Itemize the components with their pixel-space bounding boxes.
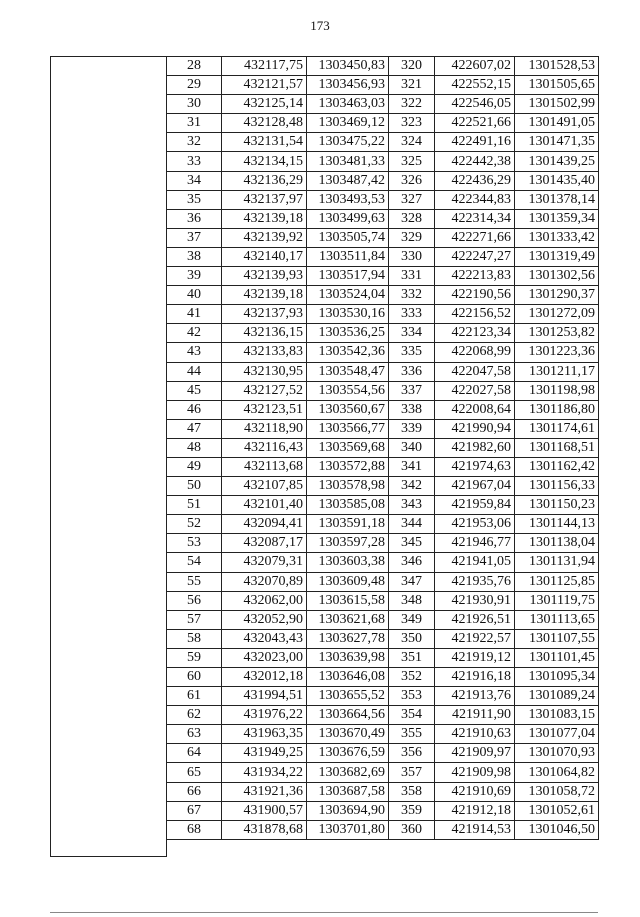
table-row xyxy=(167,763,599,782)
x-coordinate-right: 421912,18 xyxy=(435,801,515,820)
point-number-right: 353 xyxy=(389,687,435,706)
y-coordinate-right: 1301435,40 xyxy=(515,171,599,190)
y-coordinate-left: 1303664,56 xyxy=(307,706,389,725)
coordinates-table xyxy=(166,56,599,840)
y-coordinate-right: 1301186,80 xyxy=(515,400,599,419)
y-coordinate-right: 1301113,65 xyxy=(515,610,599,629)
x-coordinate-right: 421919,12 xyxy=(435,648,515,667)
y-coordinate-right: 1301095,34 xyxy=(515,668,599,687)
table-row xyxy=(167,687,599,706)
y-coordinate-right: 1301070,93 xyxy=(515,744,599,763)
x-coordinate-left: 432107,85 xyxy=(222,477,307,496)
x-coordinate-left: 432137,93 xyxy=(222,305,307,324)
x-coordinate-right: 421926,51 xyxy=(435,610,515,629)
point-number-right: 336 xyxy=(389,362,435,381)
y-coordinate-left: 1303569,68 xyxy=(307,438,389,457)
y-coordinate-right: 1301290,37 xyxy=(515,286,599,305)
point-number-right: 339 xyxy=(389,419,435,438)
coordinates-table-body xyxy=(167,57,599,840)
y-coordinate-left: 1303585,08 xyxy=(307,496,389,515)
y-coordinate-left: 1303572,88 xyxy=(307,457,389,476)
x-coordinate-left: 432023,00 xyxy=(222,648,307,667)
x-coordinate-right: 422027,58 xyxy=(435,381,515,400)
x-coordinate-left: 432070,89 xyxy=(222,572,307,591)
y-coordinate-left: 1303560,67 xyxy=(307,400,389,419)
table-row xyxy=(167,438,599,457)
table-row xyxy=(167,457,599,476)
x-coordinate-left: 432133,83 xyxy=(222,343,307,362)
page-number: 173 xyxy=(310,18,330,33)
x-coordinate-right: 421974,63 xyxy=(435,457,515,476)
y-coordinate-right: 1301302,56 xyxy=(515,267,599,286)
x-coordinate-right: 422047,58 xyxy=(435,362,515,381)
x-coordinate-left: 432139,93 xyxy=(222,267,307,286)
x-coordinate-left: 432113,68 xyxy=(222,457,307,476)
x-coordinate-right: 422344,83 xyxy=(435,190,515,209)
x-coordinate-right: 421946,77 xyxy=(435,534,515,553)
y-coordinate-left: 1303517,94 xyxy=(307,267,389,286)
point-number-right: 338 xyxy=(389,400,435,419)
x-coordinate-right: 422442,38 xyxy=(435,152,515,171)
point-number-right: 349 xyxy=(389,610,435,629)
table-row xyxy=(167,57,599,76)
point-number-right: 351 xyxy=(389,648,435,667)
point-number-right: 359 xyxy=(389,801,435,820)
y-coordinate-right: 1301125,85 xyxy=(515,572,599,591)
point-number-right: 358 xyxy=(389,782,435,801)
point-number-right: 347 xyxy=(389,572,435,591)
table-row xyxy=(167,343,599,362)
table-row xyxy=(167,362,599,381)
y-coordinate-left: 1303542,36 xyxy=(307,343,389,362)
x-coordinate-left: 432116,43 xyxy=(222,438,307,457)
y-coordinate-left: 1303524,04 xyxy=(307,286,389,305)
x-coordinate-right: 421959,84 xyxy=(435,496,515,515)
y-coordinate-right: 1301211,17 xyxy=(515,362,599,381)
point-number-right: 360 xyxy=(389,820,435,839)
y-coordinate-left: 1303481,33 xyxy=(307,152,389,171)
y-coordinate-right: 1301471,35 xyxy=(515,133,599,152)
x-coordinate-left: 432043,43 xyxy=(222,629,307,648)
x-coordinate-left: 432117,75 xyxy=(222,57,307,76)
table-row xyxy=(167,209,599,228)
table-row xyxy=(167,95,599,114)
y-coordinate-right: 1301168,51 xyxy=(515,438,599,457)
point-number-left: 29 xyxy=(167,76,222,95)
point-number-left: 46 xyxy=(167,400,222,419)
x-coordinate-right: 422491,16 xyxy=(435,133,515,152)
point-number-right: 341 xyxy=(389,457,435,476)
point-number-left: 62 xyxy=(167,706,222,725)
x-coordinate-right: 421990,94 xyxy=(435,419,515,438)
point-number-left: 56 xyxy=(167,591,222,610)
y-coordinate-left: 1303627,78 xyxy=(307,629,389,648)
y-coordinate-right: 1301052,61 xyxy=(515,801,599,820)
y-coordinate-left: 1303646,08 xyxy=(307,668,389,687)
table-row xyxy=(167,305,599,324)
y-coordinate-left: 1303597,28 xyxy=(307,534,389,553)
y-coordinate-left: 1303682,69 xyxy=(307,763,389,782)
point-number-right: 325 xyxy=(389,152,435,171)
point-number-right: 335 xyxy=(389,343,435,362)
y-coordinate-right: 1301162,42 xyxy=(515,457,599,476)
point-number-right: 350 xyxy=(389,629,435,648)
point-number-left: 48 xyxy=(167,438,222,457)
table-row xyxy=(167,247,599,266)
y-coordinate-left: 1303450,83 xyxy=(307,57,389,76)
point-number-right: 337 xyxy=(389,381,435,400)
y-coordinate-left: 1303609,48 xyxy=(307,572,389,591)
y-coordinate-right: 1301138,04 xyxy=(515,534,599,553)
point-number-left: 37 xyxy=(167,228,222,247)
table-row xyxy=(167,744,599,763)
x-coordinate-right: 422123,34 xyxy=(435,324,515,343)
x-coordinate-right: 421982,60 xyxy=(435,438,515,457)
y-coordinate-right: 1301223,36 xyxy=(515,343,599,362)
y-coordinate-left: 1303701,80 xyxy=(307,820,389,839)
y-coordinate-right: 1301119,75 xyxy=(515,591,599,610)
point-number-right: 324 xyxy=(389,133,435,152)
x-coordinate-right: 421941,05 xyxy=(435,553,515,572)
point-number-right: 328 xyxy=(389,209,435,228)
y-coordinate-right: 1301359,34 xyxy=(515,209,599,228)
y-coordinate-right: 1301101,45 xyxy=(515,648,599,667)
y-coordinate-left: 1303456,93 xyxy=(307,76,389,95)
point-number-right: 357 xyxy=(389,763,435,782)
point-number-left: 36 xyxy=(167,209,222,228)
y-coordinate-left: 1303475,22 xyxy=(307,133,389,152)
point-number-left: 39 xyxy=(167,267,222,286)
point-number-right: 348 xyxy=(389,591,435,610)
table-row xyxy=(167,648,599,667)
point-number-left: 43 xyxy=(167,343,222,362)
point-number-left: 68 xyxy=(167,820,222,839)
table-row xyxy=(167,591,599,610)
x-coordinate-left: 431921,36 xyxy=(222,782,307,801)
table-row xyxy=(167,152,599,171)
point-number-right: 331 xyxy=(389,267,435,286)
y-coordinate-left: 1303505,74 xyxy=(307,228,389,247)
y-coordinate-left: 1303499,63 xyxy=(307,209,389,228)
y-coordinate-left: 1303687,58 xyxy=(307,782,389,801)
x-coordinate-right: 421967,04 xyxy=(435,477,515,496)
x-coordinate-left: 431949,25 xyxy=(222,744,307,763)
point-number-left: 52 xyxy=(167,515,222,534)
point-number-left: 51 xyxy=(167,496,222,515)
x-coordinate-left: 432134,15 xyxy=(222,152,307,171)
x-coordinate-left: 431994,51 xyxy=(222,687,307,706)
table-row xyxy=(167,171,599,190)
x-coordinate-left: 432125,14 xyxy=(222,95,307,114)
x-coordinate-left: 432052,90 xyxy=(222,610,307,629)
point-number-right: 326 xyxy=(389,171,435,190)
table-row xyxy=(167,629,599,648)
x-coordinate-left: 432127,52 xyxy=(222,381,307,400)
table-row xyxy=(167,419,599,438)
point-number-right: 327 xyxy=(389,190,435,209)
table-row xyxy=(167,496,599,515)
y-coordinate-right: 1301058,72 xyxy=(515,782,599,801)
y-coordinate-left: 1303591,18 xyxy=(307,515,389,534)
y-coordinate-left: 1303487,42 xyxy=(307,171,389,190)
point-number-right: 334 xyxy=(389,324,435,343)
table-row xyxy=(167,553,599,572)
x-coordinate-right: 422190,56 xyxy=(435,286,515,305)
table-row xyxy=(167,782,599,801)
point-number-left: 59 xyxy=(167,648,222,667)
page-bottom-rule xyxy=(50,912,598,913)
x-coordinate-right: 422156,52 xyxy=(435,305,515,324)
x-coordinate-right: 421911,90 xyxy=(435,706,515,725)
point-number-right: 346 xyxy=(389,553,435,572)
table-row xyxy=(167,706,599,725)
x-coordinate-right: 422607,02 xyxy=(435,57,515,76)
point-number-left: 31 xyxy=(167,114,222,133)
point-number-left: 30 xyxy=(167,95,222,114)
x-coordinate-left: 431878,68 xyxy=(222,820,307,839)
x-coordinate-left: 432139,18 xyxy=(222,209,307,228)
point-number-right: 322 xyxy=(389,95,435,114)
x-coordinate-right: 422314,34 xyxy=(435,209,515,228)
table-row xyxy=(167,114,599,133)
table-row xyxy=(167,76,599,95)
point-number-right: 343 xyxy=(389,496,435,515)
point-number-left: 42 xyxy=(167,324,222,343)
x-coordinate-right: 421910,63 xyxy=(435,725,515,744)
x-coordinate-right: 421930,91 xyxy=(435,591,515,610)
table-row xyxy=(167,515,599,534)
x-coordinate-right: 421922,57 xyxy=(435,629,515,648)
point-number-left: 50 xyxy=(167,477,222,496)
point-number-right: 332 xyxy=(389,286,435,305)
y-coordinate-right: 1301150,23 xyxy=(515,496,599,515)
y-coordinate-right: 1301198,98 xyxy=(515,381,599,400)
x-coordinate-left: 432121,57 xyxy=(222,76,307,95)
point-number-left: 49 xyxy=(167,457,222,476)
y-coordinate-left: 1303621,68 xyxy=(307,610,389,629)
y-coordinate-right: 1301107,55 xyxy=(515,629,599,648)
y-coordinate-right: 1301491,05 xyxy=(515,114,599,133)
y-coordinate-right: 1301528,53 xyxy=(515,57,599,76)
x-coordinate-right: 421914,53 xyxy=(435,820,515,839)
x-coordinate-left: 432139,18 xyxy=(222,286,307,305)
x-coordinate-right: 422521,66 xyxy=(435,114,515,133)
x-coordinate-left: 432101,40 xyxy=(222,496,307,515)
point-number-left: 47 xyxy=(167,419,222,438)
table-row xyxy=(167,477,599,496)
point-number-left: 57 xyxy=(167,610,222,629)
x-coordinate-left: 432137,97 xyxy=(222,190,307,209)
x-coordinate-right: 421910,69 xyxy=(435,782,515,801)
y-coordinate-left: 1303548,47 xyxy=(307,362,389,381)
point-number-right: 355 xyxy=(389,725,435,744)
y-coordinate-right: 1301439,25 xyxy=(515,152,599,171)
x-coordinate-right: 422546,05 xyxy=(435,95,515,114)
point-number-left: 32 xyxy=(167,133,222,152)
point-number-left: 61 xyxy=(167,687,222,706)
x-coordinate-right: 421935,76 xyxy=(435,572,515,591)
y-coordinate-right: 1301319,49 xyxy=(515,247,599,266)
point-number-left: 35 xyxy=(167,190,222,209)
y-coordinate-left: 1303670,49 xyxy=(307,725,389,744)
x-coordinate-right: 421913,76 xyxy=(435,687,515,706)
y-coordinate-right: 1301089,24 xyxy=(515,687,599,706)
point-number-right: 342 xyxy=(389,477,435,496)
y-coordinate-left: 1303511,84 xyxy=(307,247,389,266)
point-number-left: 40 xyxy=(167,286,222,305)
table-row xyxy=(167,610,599,629)
x-coordinate-left: 432131,54 xyxy=(222,133,307,152)
point-number-left: 66 xyxy=(167,782,222,801)
table-row xyxy=(167,286,599,305)
point-number-right: 330 xyxy=(389,247,435,266)
point-number-right: 340 xyxy=(389,438,435,457)
x-coordinate-left: 432130,95 xyxy=(222,362,307,381)
y-coordinate-right: 1301131,94 xyxy=(515,553,599,572)
x-coordinate-left: 432094,41 xyxy=(222,515,307,534)
table-row xyxy=(167,324,599,343)
y-coordinate-right: 1301378,14 xyxy=(515,190,599,209)
x-coordinate-left: 432079,31 xyxy=(222,553,307,572)
y-coordinate-right: 1301144,13 xyxy=(515,515,599,534)
y-coordinate-left: 1303676,59 xyxy=(307,744,389,763)
y-coordinate-right: 1301253,82 xyxy=(515,324,599,343)
y-coordinate-right: 1301083,15 xyxy=(515,706,599,725)
point-number-left: 64 xyxy=(167,744,222,763)
point-number-right: 321 xyxy=(389,76,435,95)
point-number-left: 44 xyxy=(167,362,222,381)
y-coordinate-right: 1301333,42 xyxy=(515,228,599,247)
y-coordinate-right: 1301505,65 xyxy=(515,76,599,95)
point-number-left: 28 xyxy=(167,57,222,76)
table-row xyxy=(167,133,599,152)
x-coordinate-right: 422552,15 xyxy=(435,76,515,95)
point-number-left: 63 xyxy=(167,725,222,744)
x-coordinate-right: 421909,98 xyxy=(435,763,515,782)
y-coordinate-left: 1303603,38 xyxy=(307,553,389,572)
point-number-right: 345 xyxy=(389,534,435,553)
y-coordinate-left: 1303530,16 xyxy=(307,305,389,324)
point-number-left: 60 xyxy=(167,668,222,687)
point-number-right: 352 xyxy=(389,668,435,687)
x-coordinate-right: 422008,64 xyxy=(435,400,515,419)
x-coordinate-right: 422247,27 xyxy=(435,247,515,266)
table-row xyxy=(167,190,599,209)
point-number-left: 33 xyxy=(167,152,222,171)
y-coordinate-right: 1301272,09 xyxy=(515,305,599,324)
point-number-right: 354 xyxy=(389,706,435,725)
x-coordinate-right: 421916,18 xyxy=(435,668,515,687)
point-number-left: 53 xyxy=(167,534,222,553)
y-coordinate-left: 1303469,12 xyxy=(307,114,389,133)
x-coordinate-left: 431976,22 xyxy=(222,706,307,725)
point-number-right: 344 xyxy=(389,515,435,534)
point-number-left: 38 xyxy=(167,247,222,266)
y-coordinate-left: 1303615,58 xyxy=(307,591,389,610)
point-number-left: 67 xyxy=(167,801,222,820)
x-coordinate-right: 421909,97 xyxy=(435,744,515,763)
y-coordinate-right: 1301064,82 xyxy=(515,763,599,782)
y-coordinate-left: 1303566,77 xyxy=(307,419,389,438)
point-number-left: 34 xyxy=(167,171,222,190)
y-coordinate-right: 1301502,99 xyxy=(515,95,599,114)
y-coordinate-left: 1303694,90 xyxy=(307,801,389,820)
point-number-left: 58 xyxy=(167,629,222,648)
x-coordinate-left: 432123,51 xyxy=(222,400,307,419)
merged-label-cell xyxy=(50,56,167,857)
table-row xyxy=(167,820,599,839)
y-coordinate-right: 1301077,04 xyxy=(515,725,599,744)
y-coordinate-right: 1301156,33 xyxy=(515,477,599,496)
point-number-right: 329 xyxy=(389,228,435,247)
table-row xyxy=(167,668,599,687)
x-coordinate-right: 422068,99 xyxy=(435,343,515,362)
x-coordinate-left: 432140,17 xyxy=(222,247,307,266)
y-coordinate-right: 1301174,61 xyxy=(515,419,599,438)
point-number-left: 55 xyxy=(167,572,222,591)
y-coordinate-left: 1303578,98 xyxy=(307,477,389,496)
y-coordinate-left: 1303463,03 xyxy=(307,95,389,114)
point-number-right: 356 xyxy=(389,744,435,763)
x-coordinate-left: 432136,29 xyxy=(222,171,307,190)
y-coordinate-left: 1303493,53 xyxy=(307,190,389,209)
point-number-right: 333 xyxy=(389,305,435,324)
x-coordinate-left: 432062,00 xyxy=(222,591,307,610)
table-row xyxy=(167,381,599,400)
y-coordinate-right: 1301046,50 xyxy=(515,820,599,839)
table-row xyxy=(167,801,599,820)
x-coordinate-right: 422436,29 xyxy=(435,171,515,190)
table-row xyxy=(167,534,599,553)
point-number-left: 45 xyxy=(167,381,222,400)
x-coordinate-left: 432139,92 xyxy=(222,228,307,247)
y-coordinate-left: 1303536,25 xyxy=(307,324,389,343)
y-coordinate-left: 1303639,98 xyxy=(307,648,389,667)
x-coordinate-left: 432136,15 xyxy=(222,324,307,343)
point-number-right: 320 xyxy=(389,57,435,76)
point-number-right: 323 xyxy=(389,114,435,133)
x-coordinate-right: 421953,06 xyxy=(435,515,515,534)
point-number-left: 54 xyxy=(167,553,222,572)
point-number-left: 65 xyxy=(167,763,222,782)
y-coordinate-left: 1303554,56 xyxy=(307,381,389,400)
table-row xyxy=(167,572,599,591)
table-row xyxy=(167,228,599,247)
y-coordinate-left: 1303655,52 xyxy=(307,687,389,706)
x-coordinate-left: 431963,35 xyxy=(222,725,307,744)
point-number-left: 41 xyxy=(167,305,222,324)
table-row xyxy=(167,725,599,744)
x-coordinate-left: 431900,57 xyxy=(222,801,307,820)
x-coordinate-left: 432012,18 xyxy=(222,668,307,687)
x-coordinate-right: 422213,83 xyxy=(435,267,515,286)
table-row xyxy=(167,267,599,286)
x-coordinate-left: 432118,90 xyxy=(222,419,307,438)
coordinates-table-wrap xyxy=(50,56,598,857)
x-coordinate-left: 432087,17 xyxy=(222,534,307,553)
table-row xyxy=(167,400,599,419)
x-coordinate-left: 431934,22 xyxy=(222,763,307,782)
x-coordinate-left: 432128,48 xyxy=(222,114,307,133)
x-coordinate-right: 422271,66 xyxy=(435,228,515,247)
